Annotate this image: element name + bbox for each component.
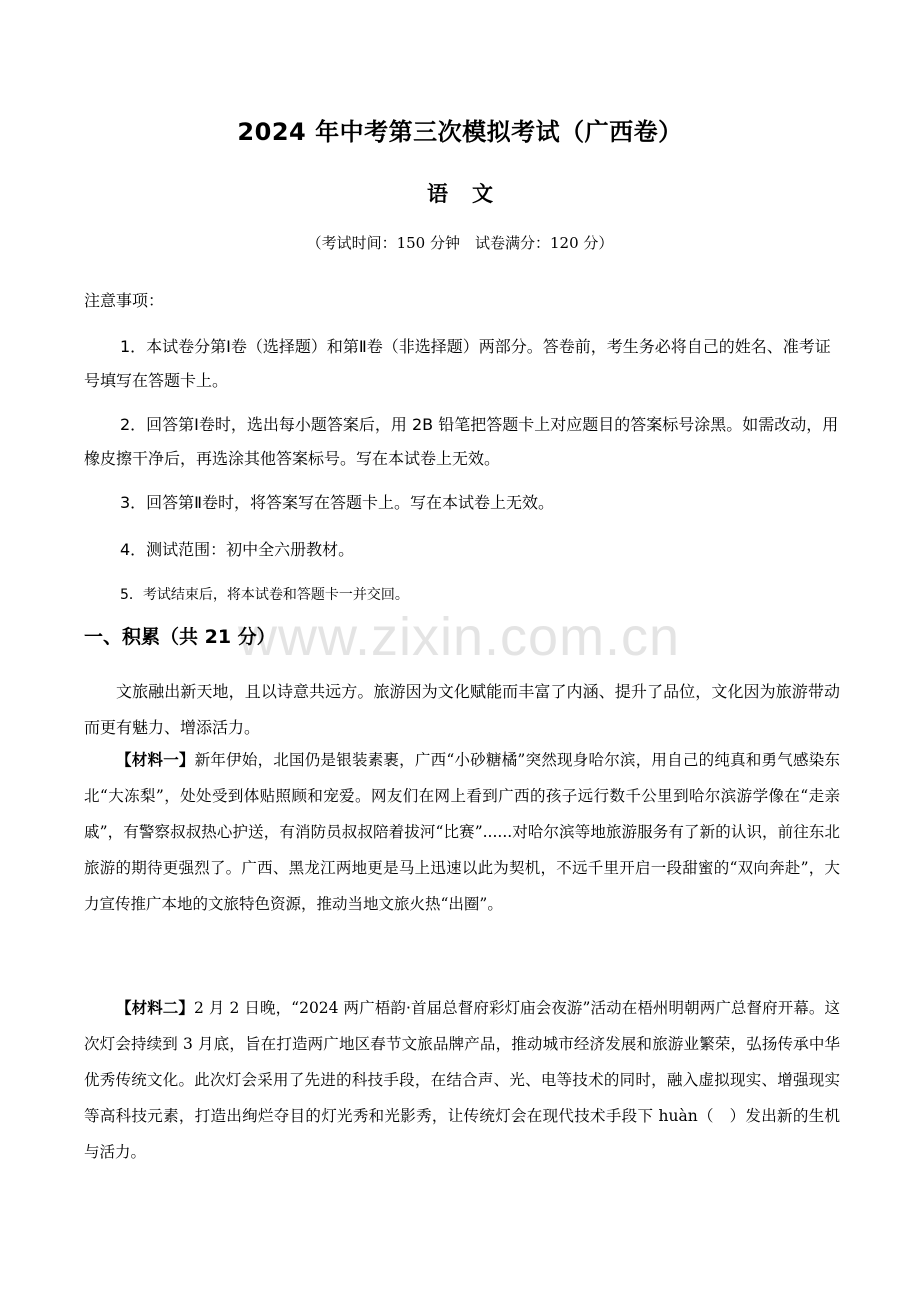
exam-info: （考试时间：150 分钟 试卷满分：120 分） — [306, 234, 614, 252]
intro-paragraph: 文旅融出新天地，且以诗意共远方。旅游因为文化赋能而丰富了内涵、提升了品位，文化因为旅游带动而更有魅力、增添活力。 — [84, 682, 840, 737]
note-item: 4．测试范围：初中全六册教材。 — [120, 540, 355, 559]
material-two-label: 【材料二】 — [116, 999, 194, 1017]
note-item: 2．回答第Ⅰ卷时，选出每小题答案后，用 2B 铅笔把答题卡上对应题目的答案标号涂黑。如需改动，用橡皮擦干净后，再选涂其他答案标号。写在本试卷上无效。 — [84, 415, 839, 468]
material-two-paragraph — [84, 990, 840, 1170]
material-one-text: 新年伊始，北国仍是银装素裹，广西“小砂糖橘”突然现身哈尔滨，用自己的纯真和勇气感染东北“大冻梨”，处处受到体贴照顾和宠爱。网友们在网上看到广西的孩子远行数千公里到哈尔滨游学像在“走亲戚”，有警察叔叔热心护送，有消防员叔叔陪着拔河“比赛”......对哈尔滨等地旅游服务有了新的认识，前往东北旅游的期待更强烈了。广西、黑龙江两地更是马上迅速以此为契机，不远千里开启一段甜蜜的“双向奔赴”，大力宣传推广本地的文旅特色资源，推动当地文旅火热“出圈”。 — [84, 751, 840, 913]
note-item: 1．本试卷分第Ⅰ卷（选择题）和第Ⅱ卷（非选择题）两部分。答卷前，考生务必将自己的姓名、准考证号填写在答题卡上。 — [84, 337, 831, 390]
notes-heading: 注意事项： — [84, 291, 165, 310]
subject-label: 语文 — [427, 182, 517, 206]
section-heading: 一、积累（共 21 分） — [84, 626, 276, 648]
note-item: 3．回答第Ⅱ卷时，将答案写在答题卡上。写在本试卷上无效。 — [120, 493, 555, 512]
page-title: 2024 年中考第三次模拟考试（广西卷） — [237, 118, 683, 146]
watermark: www.zixin.com.cn — [238, 607, 681, 667]
note-item: 5．考试结束后，将本试卷和答题卡一并交回。 — [120, 587, 409, 603]
material-one-paragraph — [84, 742, 840, 922]
material-two-text: 2 月 2 日晚，“2024 两广梧韵·首届总督府彩灯庙会夜游”活动在梧州明朝两广总督府开幕。这次灯会持续到 3 月底，旨在打造两广地区春节文旅品牌产品，推动城市经济发展和旅游业繁荣，弘扬传承中华优秀传统文化。此次灯会采用了先进的科技手段，在结合声、光、电等技术的同时，融入虚拟现实、增强现实等高科技元素，打造出绚烂夺目的灯光秀和光影秀，让传统灯会在现代技术手段下 huàn（ ）发出新的生机与活力。 — [84, 999, 840, 1161]
material-one-label: 【材料一】 — [116, 751, 195, 769]
